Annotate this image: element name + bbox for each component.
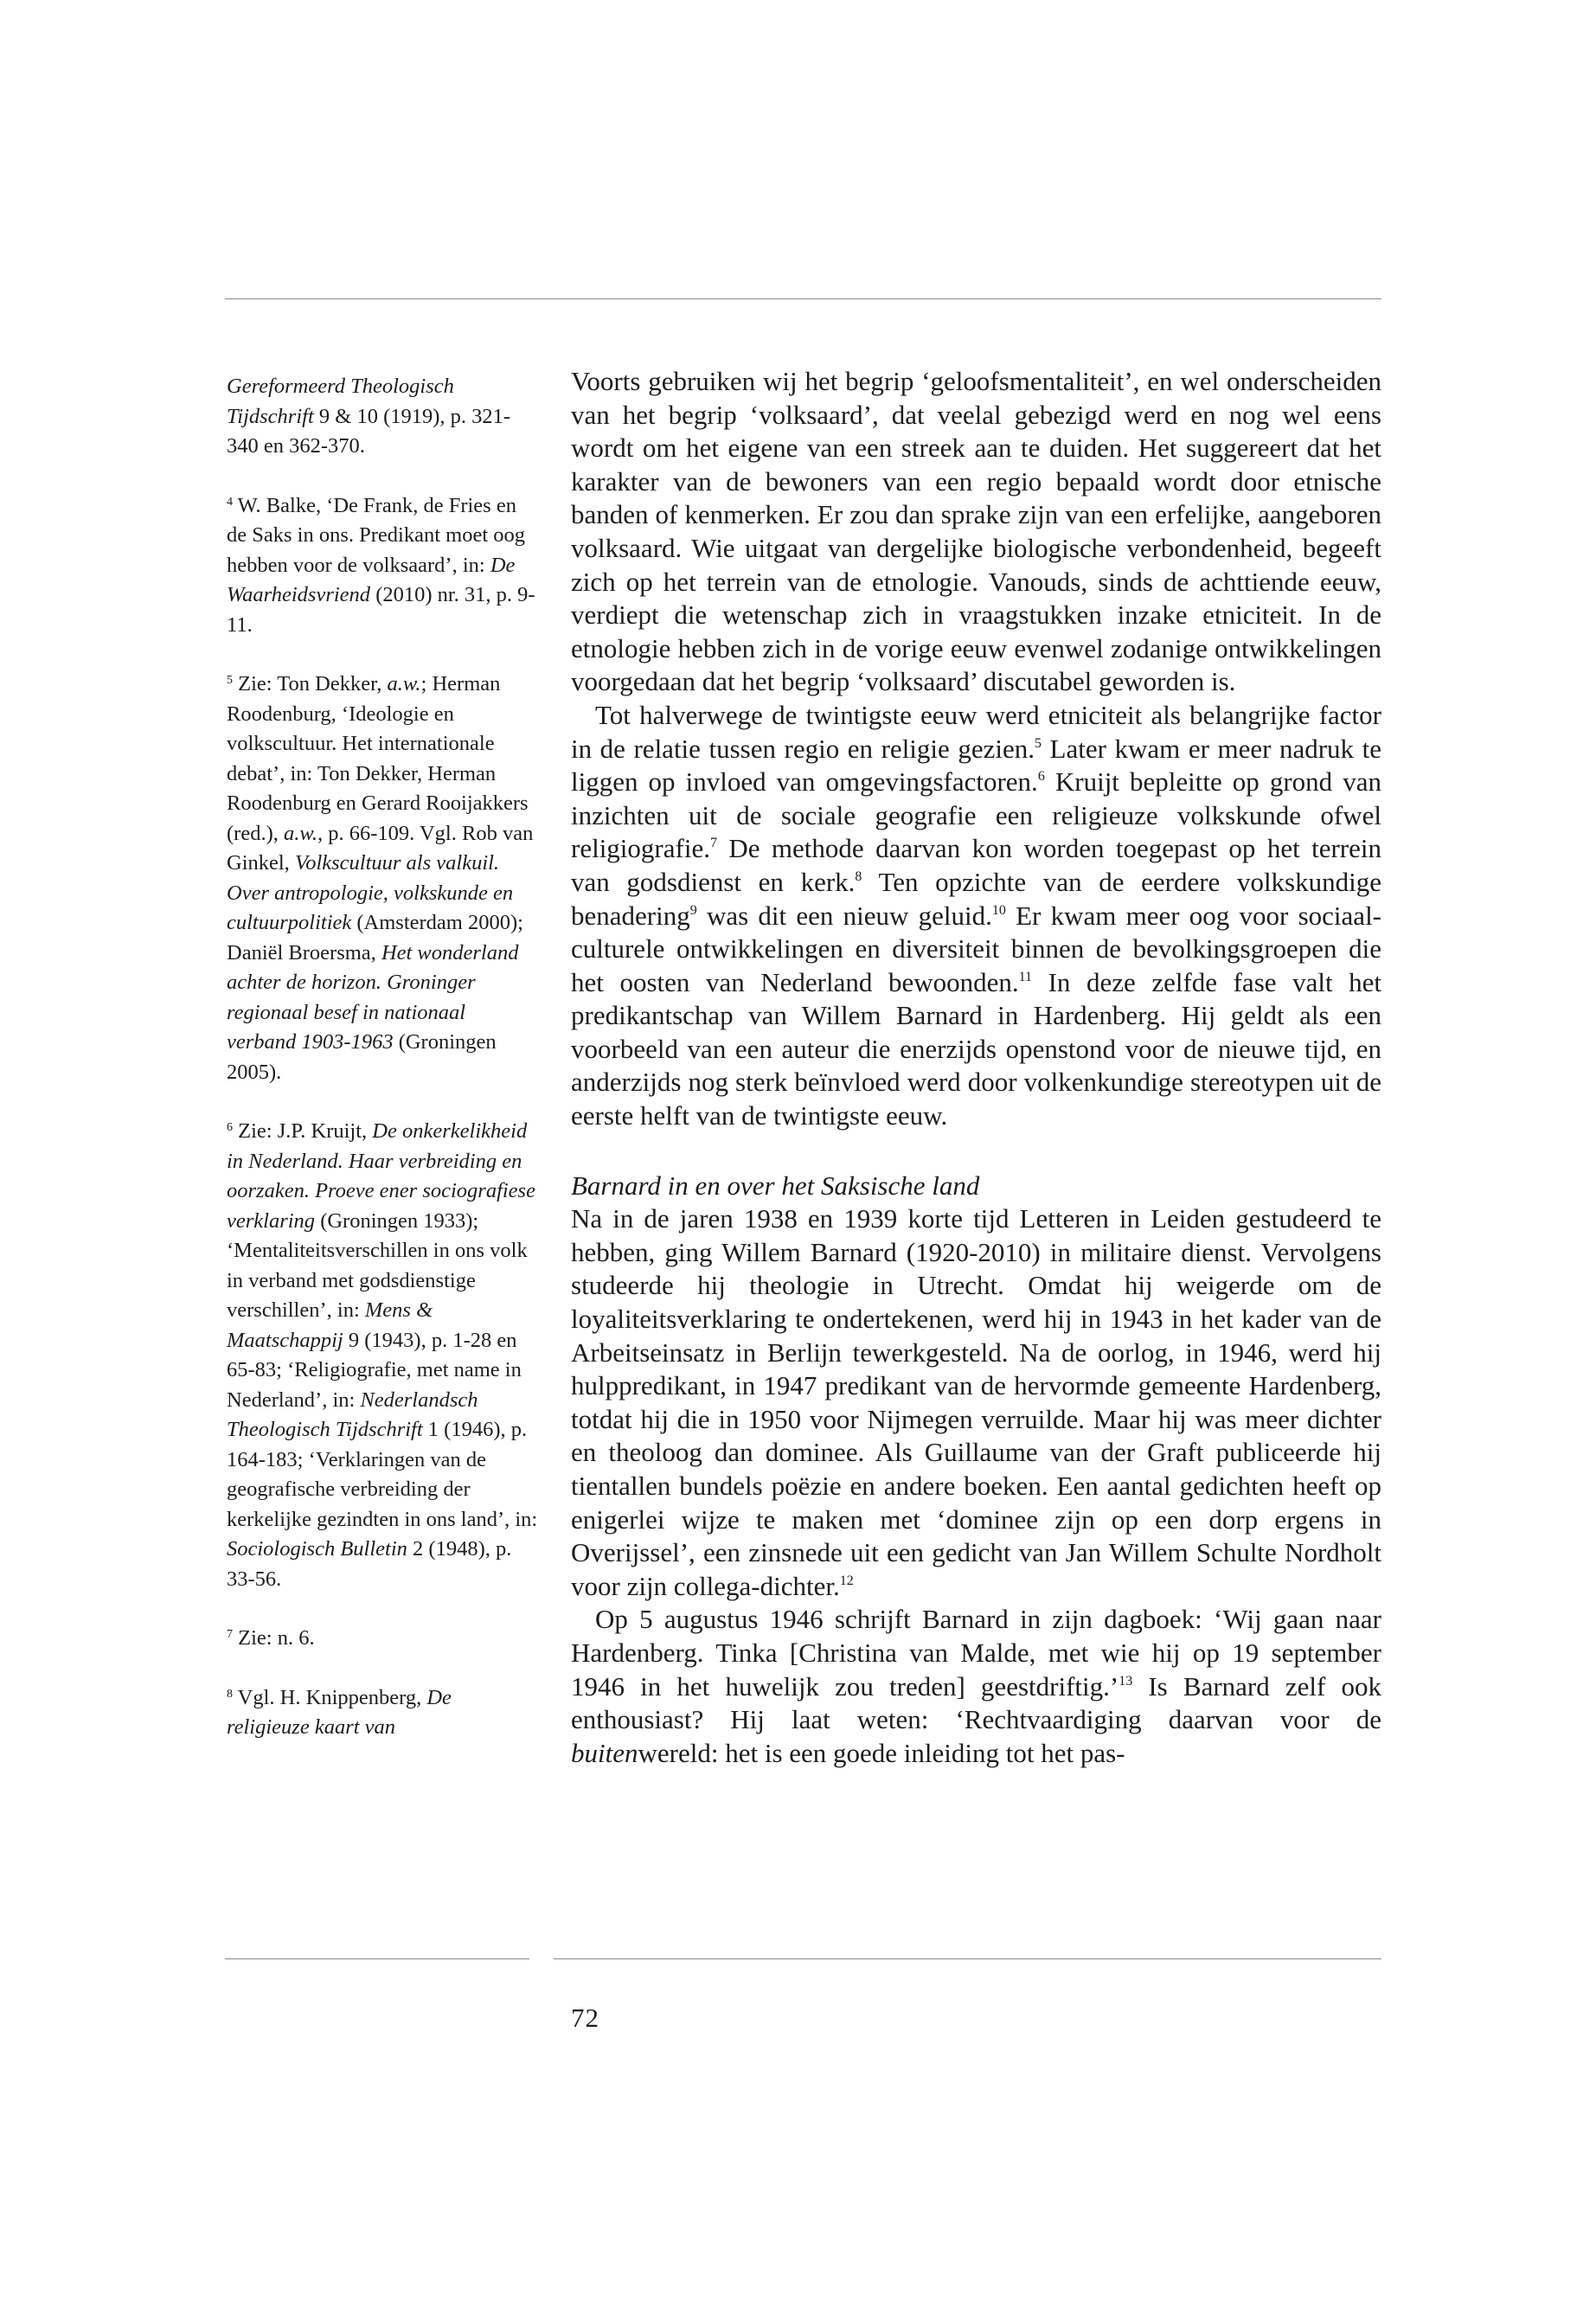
footnote-ref: 6	[1037, 769, 1045, 785]
footnotes-column	[227, 372, 538, 1772]
footnote-ref: 7	[709, 836, 717, 851]
footnote-4: $^4$ W. Balke, ‘De Frank, de Fries en de Saks in ons. Predikant moet oog hebben voor de volksaard’, in: De Waarheidsvriend (2010) nr. 31, p. 9-11.	[227, 493, 535, 637]
footnote-ref: 8	[855, 868, 862, 884]
footnote-7: $^7$ Zie: n. 6.	[227, 1626, 315, 1650]
footnote-ref: 9	[689, 902, 697, 918]
section-heading: Barnard in en over het Saksische land	[571, 1170, 980, 1201]
footnote-continued: Gereformeerd Theologisch Tijdschrift 9 & 10 (1919), p. 321-340 en 362-370.	[227, 375, 511, 458]
main-text-column	[571, 365, 1381, 1770]
footnote-number: 5	[227, 674, 233, 687]
paragraph-4: Op 5 augustus 1946 schrijft Barnard in zijn dagboek: ‘Wij gaan naar Hardenberg. Tinka [Christina van Malde, met wie hij op 19 september 1946 in het huwelijk zou treden] geestdriftig.’$^{13}$ Is Barnard zelf ook enthousiast? Hij laat weten: ‘Rechtvaardiging daarvan voor de buitenwereld: het is een goede inleiding tot het pas-	[571, 1604, 1382, 1768]
footnote-ref: 5	[1035, 735, 1042, 751]
footnote-number: 8	[227, 1687, 233, 1701]
footnote-ref: 13	[1118, 1673, 1133, 1689]
footnote-number: 4	[227, 495, 233, 509]
footnote-8: $^8$ Vgl. H. Knippenberg, De religieuze kaart van	[227, 1685, 452, 1739]
page-number: 72	[571, 2003, 599, 2033]
paragraph-1: Voorts gebruiken wij het begrip ‘geloofsmentaliteit’, en wel onderscheiden van het begrip ‘volksaard’, dat veelal gebezigd werd en nog wel eens wordt om het eigene van een streek aan te duiden. Het suggereert dat het karakter van de bewoners van een regio bepaald wordt door etnische banden of kenmerken. Er zou dan sprake zijn van een erfelijke, aangeboren volksaard. Wie uitgaat van dergelijke biologische verbondenheid, begeeft zich op het terrein van de etnologie. Vanouds, sinds de achttiende eeuw, verdiept die wetenschap zich in vraagstukken inzake etniciteit. In de etnologie hebben zich in de vorige eeuw evenwel zodanige ontwikkelingen voorgedaan dat het begrip ‘volksaard’ discutabel geworden is.	[571, 366, 1381, 697]
paragraph-3: Na in de jaren 1938 en 1939 korte tijd Letteren in Leiden gestudeerd te hebben, ging Willem Barnard (1920-2010) in militaire dienst. Vervolgens studeerde hij theologie in Utrecht. Omdat hij weigerde om de loyaliteitsverklaring te ondertekenen, werd hij in 1943 in het kader van de Arbeitseinsatz in Berlijn tewerkgesteld. Na de oorlog, in 1946, werd hij hulppredikant, in 1947 predikant van de hervormde gemeente Hardenberg, totdat hij die in 1950 voor Nijmegen verruilde. Maar hij was meer dichter en theoloog dan dominee. Als Guillaume van der Graft publiceerde hij tientallen bundels poëzie en andere boeken. Een aantal gedichten heeft op enigerlei wijze te maken met ‘dominee zijn op een dorp ergens in Overijssel’, een zinsnede uit een gedicht van Jan Willem Schulte Nordholt voor zijn collega-dichter.$^{12}$	[571, 1203, 1381, 1601]
footnotes-bottom-rule	[225, 1958, 529, 1959]
main-bottom-rule	[554, 1958, 1381, 1959]
footnote-number: 7	[227, 1628, 233, 1641]
paragraph-2: Tot halverwege de twintigste eeuw werd etniciteit als belangrijke factor in de relatie tussen regio en religie gezien.$^5$ Later kwam er meer nadruk te liggen op invloed van omgevingsfactoren.$^6$ Kruijt bepleitte op grond van inzichten uit de sociale geografie een religieuze volkskunde ofwel religiografie.$^7$ De methode daarvan kon worden toegepast op het terrein van godsdienst en kerk.$^8$ Ten opzichte van de eerdere volkskundige benadering$^9$ was dit een nieuw geluid.$^{10}$ Er kwam meer oog voor sociaal-culturele ontwikkelingen en diversiteit binnen de bevolkingsgroepen die het oosten van Nederland bewoonden.$^{11}$ In deze zelfde fase valt het predikantschap van Willem Barnard in Hardenberg. Hij geldt als een voorbeeld van een auteur die enerzijds openstond voor de nieuwe tijd, en anderzijds nog sterk beïnvloed werd door volkenkundige stereotypen uit de eerste helft van de twintigste eeuw.	[571, 699, 1382, 1131]
footnote-ref: 11	[1018, 969, 1033, 984]
top-rule	[225, 298, 1381, 299]
footnote-ref: 10	[991, 902, 1006, 918]
footnote-ref: 12	[839, 1573, 854, 1588]
footnote-6: $^6$ Zie: J.P. Kruijt, De onkerkelikheid in Nederland. Haar verbreiding en oorzaken. Proeve ener sociografiese verklaring (Groningen 1933); ‘Mentaliteitsverschillen in ons volk in verband met godsdienstige verschillen’, in: Mens & Maatschappij 9 (1943), p. 1-28 en 65-83; ‘Religiografie, met name in Nederland’, in: Nederlandsch Theologisch Tijdschrift 1 (1946), p. 164-183; ‘Verklaringen van de geografische verbreiding der kerkelijke gezindten in ons land’, in: Sociologisch Bulletin 2 (1948), p. 33-56.	[227, 1119, 538, 1591]
footnote-number: 6	[227, 1121, 233, 1134]
footnote-5: $^5$ Zie: Ton Dekker, a.w.; Herman Roodenburg, ‘Ideologie en volkscultuur. Het internationale debat’, in: Ton Dekker, Herman Roodenburg en Gerard Rooijakkers (red.), a.w., p. 66-109. Vgl. Rob van Ginkel, Volkscultuur als valkuil. Over antropologie, volkskunde en cultuurpolitiek (Amsterdam 2000); Daniël Broersma, Het wonderland achter de horizon. Groninger regionaal besef in nationaal verband 1903-1963 (Groningen 2005).	[227, 672, 534, 1084]
